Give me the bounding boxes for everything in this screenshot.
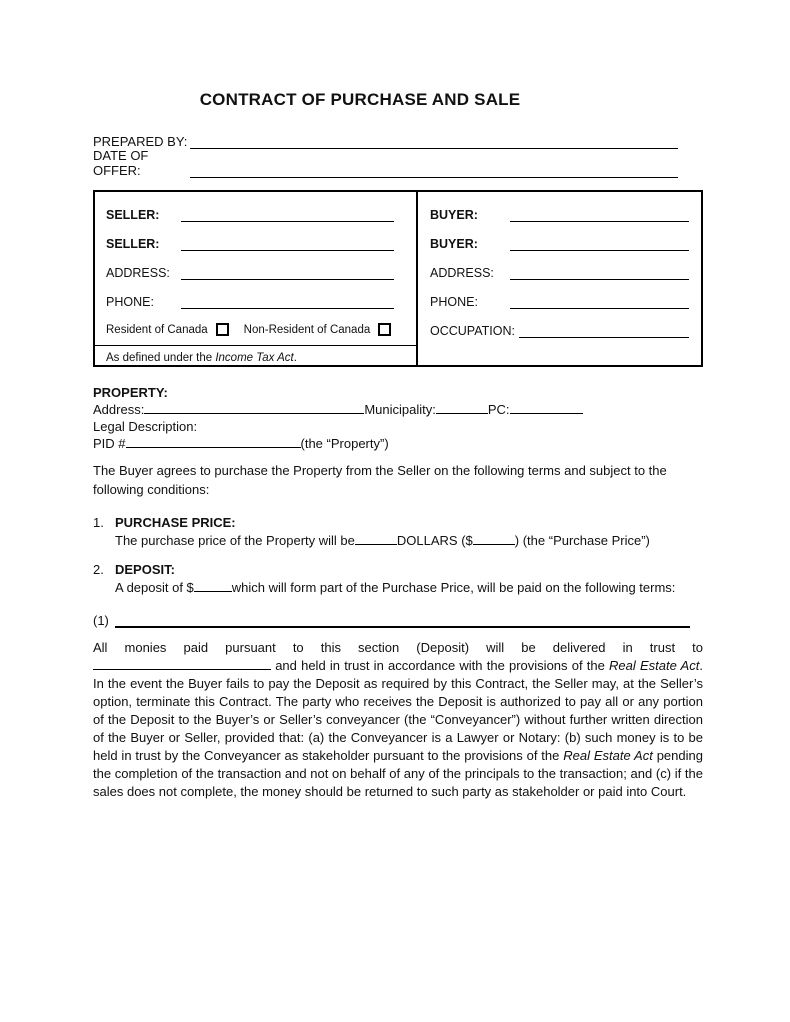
real-estate-act-reference-1: Real Estate Act bbox=[609, 658, 700, 673]
real-estate-act-reference-2: Real Estate Act bbox=[563, 748, 653, 763]
purchase-price-section bbox=[93, 514, 703, 550]
pid-label: PID # bbox=[93, 436, 126, 451]
deposit-amount-input-line[interactable] bbox=[194, 579, 232, 592]
seller1-label: SELLER: bbox=[106, 208, 160, 222]
buyer1-input-line[interactable] bbox=[510, 207, 689, 222]
deposit-heading-row bbox=[93, 561, 703, 578]
buyer2-label: BUYER: bbox=[430, 237, 478, 251]
legal-description-row bbox=[93, 418, 703, 435]
purchase-price-heading: PURCHASE PRICE: bbox=[115, 515, 236, 530]
deposit-term-input-line[interactable] bbox=[115, 613, 690, 628]
income-tax-act-reference: Income Tax Act bbox=[215, 352, 294, 364]
deposit-section bbox=[93, 561, 703, 597]
pid-input-line[interactable] bbox=[126, 435, 301, 448]
legal-description-label: Legal Description: bbox=[93, 419, 198, 434]
residency-row bbox=[106, 321, 394, 338]
buyer-address-input-line[interactable] bbox=[510, 265, 689, 280]
buyer2-row bbox=[430, 234, 689, 251]
deposit-number: 2. bbox=[93, 562, 104, 577]
buyer-occupation-label: OCCUPATION: bbox=[430, 324, 515, 338]
municipality-input-line[interactable] bbox=[436, 401, 488, 414]
municipality-label: Municipality: bbox=[364, 402, 436, 417]
seller-phone-row bbox=[106, 292, 394, 309]
intro-paragraph: The Buyer agrees to purchase the Property from the Seller on the following terms and subject to the following conditions: bbox=[93, 463, 667, 497]
seller-address-label: ADDRESS: bbox=[106, 266, 170, 280]
deposit-trust-paragraph: All monies paid pursuant to this section (Deposit) will be delivered in trust to and held in trust in accordance with the provisions of the Real Estate Act. In the event the Buyer fails to pay the Deposit as required by this Contract, the Seller may, at the Seller’s option, terminate this Contract. The party who receives the Deposit is authorized to pay all or any portion of the Deposit to the Buyer’s or Seller’s conveyancer (the “Conveyancer”) without further written direction of the Buyer or Seller, provided that: (a) the Conveyancer is a Lawyer or Notary: (b) such money is to be held in trust by the Conveyancer as stakeholder pursuant to the provisions of the Real Estate Act pending the completion of the transaction and not on behalf of any of the principals to the transaction; and (c) if the sales does not complete, the money should be returned to such party as stakeholder or paid into Court. bbox=[93, 640, 703, 799]
seller-address-row bbox=[106, 263, 394, 280]
buyer-address-label: ADDRESS: bbox=[430, 266, 494, 280]
purchase-price-body: The purchase price of the Property will be DOLLARS ($ ) (the “Purchase Price”) bbox=[115, 533, 650, 548]
trust-recipient-input-line[interactable] bbox=[93, 657, 271, 670]
pc-input-line[interactable] bbox=[510, 401, 583, 414]
seller2-label: SELLER: bbox=[106, 237, 160, 251]
resident-label: Resident of Canada bbox=[106, 323, 208, 336]
purchase-price-number: 1. bbox=[93, 515, 104, 530]
date-of-offer-input-line[interactable] bbox=[190, 162, 678, 178]
non-resident-label: Non-Resident of Canada bbox=[243, 323, 371, 336]
prepared-by-label: PREPARED BY: bbox=[93, 134, 188, 149]
property-address-label: Address: bbox=[93, 402, 145, 417]
property-heading: PROPERTY: bbox=[93, 385, 168, 400]
property-address-input-line[interactable] bbox=[144, 401, 364, 414]
parties-box bbox=[93, 190, 703, 367]
buyer1-label: BUYER: bbox=[430, 208, 478, 222]
buyer-occupation-input-line[interactable] bbox=[519, 323, 689, 338]
seller2-row bbox=[106, 234, 394, 251]
prepared-by-input-line[interactable] bbox=[190, 133, 678, 149]
seller2-input-line[interactable] bbox=[181, 236, 394, 251]
property-section bbox=[93, 384, 703, 452]
purchase-price-heading-row bbox=[93, 514, 703, 531]
buyer1-row bbox=[430, 205, 689, 222]
document-title: CONTRACT OF PURCHASE AND SALE bbox=[199, 90, 521, 109]
deposit-term-item-row bbox=[93, 610, 703, 628]
price-words-input-line[interactable] bbox=[355, 532, 397, 545]
buyer-phone-label: PHONE: bbox=[430, 295, 478, 309]
prepared-by-row bbox=[93, 131, 703, 149]
pc-label: PC: bbox=[487, 402, 510, 417]
seller-address-input-line[interactable] bbox=[181, 265, 394, 280]
date-of-offer-row bbox=[93, 148, 703, 178]
buyer-phone-input-line[interactable] bbox=[510, 294, 689, 309]
price-amount-input-line[interactable] bbox=[473, 532, 515, 545]
buyer-panel bbox=[418, 192, 701, 365]
deposit-body: A deposit of $ which will form part of the Purchase Price, will be paid on the following terms: bbox=[115, 580, 676, 595]
seller-panel bbox=[95, 192, 418, 365]
buyer-occupation-row bbox=[430, 321, 689, 338]
resident-checkbox[interactable] bbox=[216, 323, 229, 336]
buyer-phone-row bbox=[430, 292, 689, 309]
non-resident-checkbox[interactable] bbox=[378, 323, 391, 336]
property-address-row bbox=[93, 401, 703, 418]
pid-suffix: (the “Property”) bbox=[300, 436, 389, 451]
pid-row bbox=[93, 435, 703, 452]
buyer2-input-line[interactable] bbox=[510, 236, 689, 251]
seller1-row bbox=[106, 205, 394, 222]
deposit-heading: DEPOSIT: bbox=[115, 562, 175, 577]
seller-phone-input-line[interactable] bbox=[181, 294, 394, 309]
seller1-input-line[interactable] bbox=[181, 207, 394, 222]
buyer-address-row bbox=[430, 263, 689, 280]
deposit-term-item-number: (1) bbox=[93, 613, 109, 628]
income-tax-act-footnote: As defined under the Income Tax Act. bbox=[95, 345, 416, 364]
seller-phone-label: PHONE: bbox=[106, 295, 154, 309]
date-of-offer-label: DATE OF OFFER: bbox=[93, 148, 149, 178]
